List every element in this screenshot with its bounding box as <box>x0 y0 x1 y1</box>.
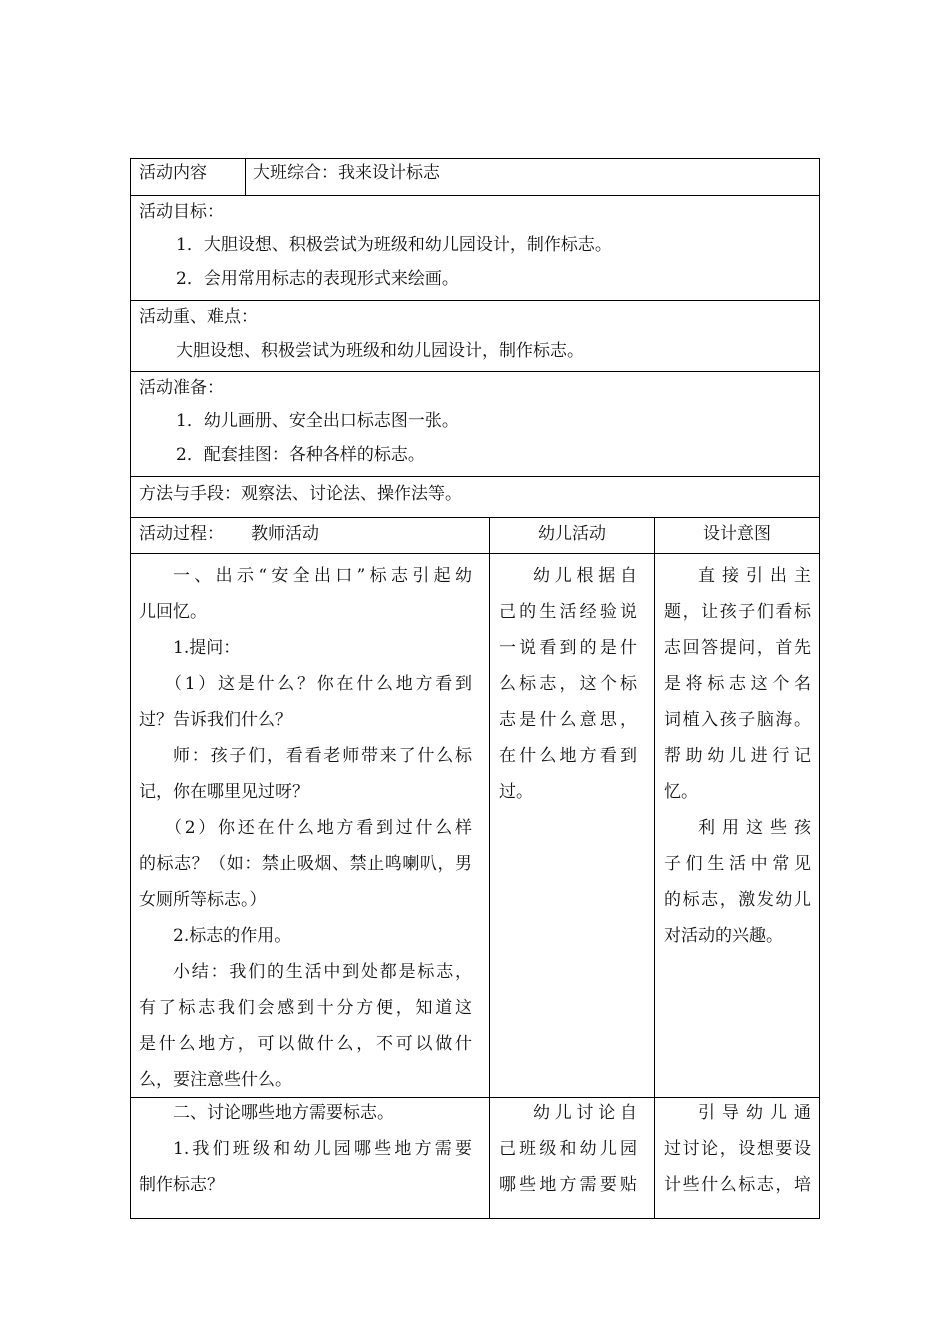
row-divider <box>130 476 820 477</box>
teacher-line: 1.提问： <box>173 638 241 658</box>
intent-line: 忆。 <box>664 782 698 802</box>
child-line: 过。 <box>499 782 533 802</box>
preparation-heading: 活动准备： <box>139 378 224 398</box>
teacher-line: 师：孩子们，看看老师带来了什么标 <box>173 746 472 766</box>
process-header-child: 幼儿活动 <box>538 524 606 544</box>
teacher-line: （1）这是什么？你在什么地方看到 <box>165 674 472 694</box>
row-divider <box>130 553 820 554</box>
intent-line: 志回答提问，首先 <box>664 638 811 658</box>
key-points-text: 大胆设想、积极尝试为班级和幼儿园设计，制作标志。 <box>176 341 584 361</box>
teacher-line: 儿回忆。 <box>139 602 207 622</box>
section2-teacher-activity <box>139 1095 472 1203</box>
row-divider <box>130 300 820 301</box>
column-divider-teacher-child <box>489 517 490 1219</box>
section1-child-activity <box>499 558 637 810</box>
methods-text: 方法与手段：观察法、讨论法、操作法等。 <box>139 484 462 504</box>
teacher-line: 过？告诉我们什么？ <box>139 710 292 730</box>
section1-teacher-activity <box>139 558 472 1098</box>
teacher-line: 是什么地方，可以做什么，不可以做什 <box>139 1034 472 1054</box>
intent-line: 的标志，激发幼儿 <box>664 890 811 910</box>
teacher-line: 二、讨论哪些地方需要标志。 <box>173 1103 394 1123</box>
label-column-divider <box>245 158 246 196</box>
child-line: 幼儿根据自 <box>533 566 637 586</box>
child-line: 哪些地方需要贴 <box>499 1175 637 1195</box>
table-right-border <box>819 158 820 1219</box>
row-divider <box>130 517 820 518</box>
goal-item: 1．大胆设想、积极尝试为班级和幼儿园设计，制作标志。 <box>176 235 612 255</box>
table-left-border <box>130 158 131 1219</box>
intent-line: 利用这些孩 <box>698 818 811 838</box>
section2-child-activity <box>499 1095 637 1203</box>
teacher-line: 记，你在哪里见过呀？ <box>139 782 309 802</box>
process-header-teacher: 活动过程： 教师活动 <box>139 524 320 544</box>
table-bottom-border <box>130 1218 820 1219</box>
row-divider <box>130 195 820 196</box>
intent-line: 帮助幼儿进行记 <box>664 746 811 766</box>
table-top-border <box>130 158 820 159</box>
intent-line: 过讨论，设想要设 <box>664 1139 811 1159</box>
goals-heading: 活动目标： <box>139 202 224 222</box>
intent-line: 计些什么标志，培 <box>664 1175 811 1195</box>
section1-design-intent <box>664 558 811 954</box>
child-line: 在什么地方看到 <box>499 746 637 766</box>
teacher-line: 的标志？（如：禁止吸烟、禁止鸣喇叭，男 <box>139 854 472 874</box>
intent-line: 直接引出主 <box>698 566 811 586</box>
teacher-line: 女厕所等标志。） <box>139 890 267 910</box>
intent-line: 引导幼儿通 <box>698 1103 811 1123</box>
teacher-line: 一、出示“安全出口”标志引起幼 <box>173 566 472 586</box>
activity-content-label: 活动内容 <box>139 163 207 183</box>
teacher-line: 有了标志我们会感到十分方便，知道这 <box>139 998 472 1018</box>
child-line: 己的生活经验说 <box>499 602 637 622</box>
child-line: 一说看到的是什 <box>499 638 637 658</box>
activity-content-value: 大班综合：我来设计标志 <box>253 163 440 183</box>
child-line: 么标志，这个标 <box>499 674 637 694</box>
row-divider <box>130 371 820 372</box>
preparation-item: 1．幼儿画册、安全出口标志图一张。 <box>176 411 459 431</box>
teacher-line: 2.标志的作用。 <box>173 926 292 946</box>
intent-line: 题，让孩子们看标 <box>664 602 811 622</box>
intent-line: 词植入孩子脑海。 <box>664 710 811 730</box>
teacher-line: （2）你还在什么地方看到过什么样 <box>165 818 472 838</box>
process-header-intent: 设计意图 <box>703 524 771 544</box>
column-divider-child-intent <box>654 517 655 1219</box>
teacher-line: 么，要注意些什么。 <box>139 1070 292 1090</box>
child-line: 幼儿讨论自 <box>533 1103 637 1123</box>
child-line: 己班级和幼儿园 <box>499 1139 637 1159</box>
teacher-line: 1.我们班级和幼儿园哪些地方需要 <box>173 1139 472 1159</box>
section2-design-intent <box>664 1095 811 1203</box>
intent-line: 子们生活中常见 <box>664 854 811 874</box>
intent-line: 是将标志这个名 <box>664 674 811 694</box>
preparation-item: 2．配套挂图：各种各样的标志。 <box>176 445 425 465</box>
child-line: 志是什么意思， <box>499 710 637 730</box>
key-points-heading: 活动重、难点： <box>139 307 258 327</box>
intent-line: 对活动的兴趣。 <box>664 926 783 946</box>
teacher-line: 小结：我们的生活中到处都是标志， <box>173 962 472 982</box>
goal-item: 2．会用常用标志的表现形式来绘画。 <box>176 269 459 289</box>
teacher-line: 制作标志？ <box>139 1175 224 1195</box>
